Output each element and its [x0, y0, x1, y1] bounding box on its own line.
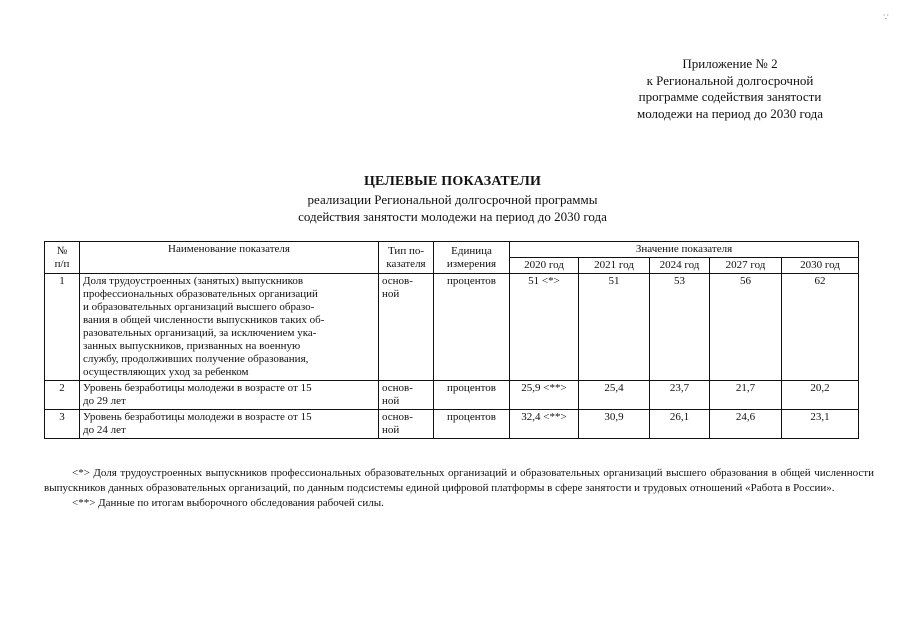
document-subtitle-line-2: содействия занятости молодежи на период до 2030 года [298, 209, 607, 224]
row-value-2027: 56 [710, 274, 782, 381]
row-value-2021: 30,9 [579, 410, 650, 439]
table-header-row [45, 242, 859, 258]
header-year: 2021 год [579, 258, 650, 274]
header-name: Наименование показателя [80, 242, 379, 274]
row-num: 1 [45, 274, 80, 381]
appendix-block [600, 56, 860, 122]
table-row [45, 410, 859, 439]
header-year: 2024 год [650, 258, 710, 274]
row-value-2024: 26,1 [650, 410, 710, 439]
row-unit: процентов [434, 381, 510, 410]
row-num: 3 [45, 410, 80, 439]
header-year: 2030 год [782, 258, 859, 274]
appendix-line: молодежи на период до 2030 года [636, 105, 824, 121]
header-value-group: Значение показателя [510, 242, 859, 258]
document-title: ЦЕЛЕВЫЕ ПОКАЗАТЕЛИ [363, 174, 542, 189]
appendix-line: программе содействия занятости [638, 89, 822, 104]
appendix-line: Приложение № 2 [682, 56, 778, 71]
row-value-2020: 51 <*> [510, 274, 579, 381]
row-value-2024: 53 [650, 274, 710, 381]
row-type: основ- ной [379, 410, 434, 439]
row-value-2030: 20,2 [782, 381, 859, 410]
row-indicator-name: Доля трудоустроенных (занятых) выпускников профессиональных образовательных организаций и образовательных организаций высшего образо- вания в общей численности выпускников таких об- разовательных организаций, за исключением ука- занных выпускников, призванных на военную службу, продолживших получение образования, осуществляющих уход за ребенком [80, 274, 379, 381]
row-unit: процентов [434, 410, 510, 439]
row-indicator-name: Уровень безработицы молодежи в возрасте от 15 до 29 лет [80, 381, 379, 410]
row-value-2030: 62 [782, 274, 859, 381]
header-unit: Единица измерения [434, 242, 510, 274]
header-num: № п/п [45, 242, 80, 274]
row-value-2030: 23,1 [782, 410, 859, 439]
row-indicator-name: Уровень безработицы молодежи в возрасте от 15 до 24 лет [80, 410, 379, 439]
header-type: Тип по- казателя [379, 242, 434, 274]
header-year: 2027 год [710, 258, 782, 274]
footnotes [44, 466, 874, 511]
footnote-2: <**> Данные по итогам выборочного обследования рабочей силы. [72, 497, 384, 509]
row-unit: процентов [434, 274, 510, 381]
appendix-line: к Региональной долгосрочной [646, 72, 814, 88]
row-value-2024: 23,7 [650, 381, 710, 410]
header-year: 2020 год [510, 258, 579, 274]
row-type: основ- ной [379, 274, 434, 381]
row-value-2027: 24,6 [710, 410, 782, 439]
table-row [45, 274, 859, 381]
row-value-2021: 51 [579, 274, 650, 381]
row-value-2020: 32,4 <**> [510, 410, 579, 439]
scan-speck: ∵ [883, 12, 889, 22]
footnote-1: <*> Доля трудоустроенных выпускников профессиональных образовательных организаций и образовательных организаций высшего образования в общей численности выпускников данных образовательных организаций, по данным подсистемы единой цифровой платформы в сфере занятости и трудовых отношений «Работа в России». [44, 467, 874, 494]
row-value-2021: 25,4 [579, 381, 650, 410]
row-type: основ- ной [379, 381, 434, 410]
document-subtitle-line-1: реализации Региональной долгосрочной программы [307, 192, 598, 207]
row-num: 2 [45, 381, 80, 410]
indicators-table [44, 241, 859, 439]
row-value-2020: 25,9 <**> [510, 381, 579, 410]
row-value-2027: 21,7 [710, 381, 782, 410]
table-row [45, 381, 859, 410]
